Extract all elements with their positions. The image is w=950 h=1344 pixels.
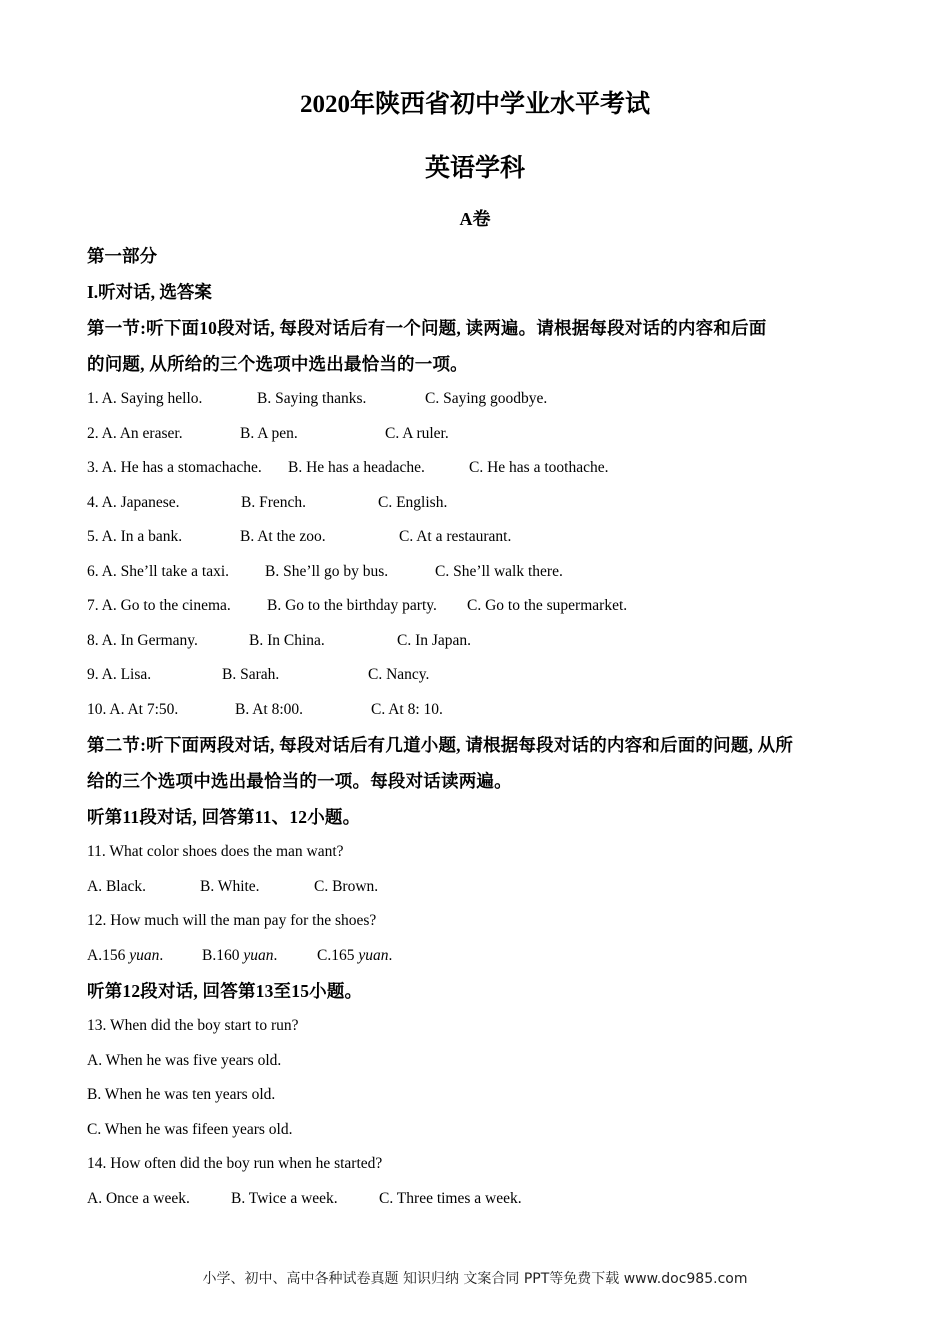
option-b: B. In China.	[249, 631, 325, 649]
option-a: A. Black.	[87, 877, 146, 895]
option-a: 5. A. In a bank.	[87, 528, 183, 545]
option-b-amount: B.160	[202, 946, 240, 964]
question-13: 13. When did the boy start to run?	[87, 1017, 299, 1034]
option-b: B. She’ll go by bus.	[265, 562, 389, 580]
question-4	[87, 486, 867, 521]
question-10	[87, 693, 867, 728]
option-b: B. At the zoo.	[240, 528, 326, 545]
option-c-amount: C.165	[317, 946, 355, 964]
option-c: C. Go to the supermarket.	[467, 597, 628, 614]
dialog11-heading: 听第11段对话, 回答第11、12小题。	[87, 807, 361, 827]
volume-label: A卷	[459, 209, 491, 229]
option-c: C. He has a toothache.	[469, 459, 609, 476]
question-6	[87, 555, 867, 590]
option-c: C. Saying goodbye.	[425, 390, 548, 407]
option-b: B. Go to the birthday party.	[267, 597, 437, 614]
option-a: 3. A. He has a stomachache.	[87, 459, 262, 476]
option-b: B. Sarah.	[222, 666, 280, 683]
option-b: B. At 8:00.	[235, 700, 304, 718]
section1-heading: I.听对话, 选答案	[87, 282, 212, 302]
question-12-options	[87, 939, 867, 974]
question-5	[87, 520, 867, 555]
section2-instruction-line2: 给的三个选项中选出最恰当的一项。每段对话读两遍。	[87, 771, 512, 791]
section2-instruction-line1: 第二节:听下面两段对话, 每段对话后有几道小题, 请根据每段对话的内容和后面的问题, 从所	[87, 735, 794, 755]
page-footer: 小学、初中、高中各种试卷真题 知识归纳 文案合同 PPT等免费下载 www.doc985.com	[202, 1271, 748, 1287]
option-c: C. Brown.	[314, 877, 379, 895]
option-c: C.165 yuan.	[317, 946, 393, 964]
dialog12-heading: 听第12段对话, 回答第13至15小题。	[87, 981, 363, 1001]
option-a: A.156 yuan.	[87, 946, 164, 964]
option-b: B. Saying thanks.	[257, 390, 367, 407]
option-b: B. A pen.	[240, 424, 298, 442]
section1-instruction-line2: 的问题, 从所给的三个选项中选出最恰当的一项。	[87, 354, 468, 374]
option-a: 1. A. Saying hello.	[87, 390, 203, 407]
option-c: C. Nancy.	[368, 666, 430, 683]
question-13-option-b: B. When he was ten years old.	[87, 1086, 276, 1103]
question-12: 12. How much will the man pay for the shoes?	[87, 912, 377, 929]
question-11: 11. What color shoes does the man want?	[87, 843, 344, 860]
option-a: 10. A. At 7:50.	[87, 700, 179, 718]
option-b: B. Twice a week.	[231, 1189, 338, 1207]
question-13-option-a: A. When he was five years old.	[87, 1051, 282, 1069]
exam-title: 2020年陕西省初中学业水平考试	[299, 91, 650, 118]
exam-content	[87, 238, 867, 1216]
option-a: 2. A. An eraser.	[87, 424, 183, 442]
option-c: C. English.	[378, 493, 448, 511]
section1-instruction-line1: 第一节:听下面10段对话, 每段对话后有一个问题, 读两遍。请根据每段对话的内容和后面	[87, 318, 767, 338]
question-7	[87, 589, 867, 624]
option-a: 8. A. In Germany.	[87, 631, 198, 649]
question-14-options	[87, 1182, 867, 1217]
option-a-amount: A.156	[87, 946, 126, 964]
option-a: A. Once a week.	[87, 1189, 190, 1207]
currency-unit: yuan	[129, 946, 160, 964]
question-1	[87, 382, 867, 417]
question-14: 14. How often did the boy run when he started?	[87, 1155, 383, 1172]
question-13-option-c: C. When he was fifeen years old.	[87, 1120, 293, 1138]
question-9	[87, 658, 867, 693]
option-b: B. He has a headache.	[288, 459, 425, 476]
option-c: C. A ruler.	[385, 424, 449, 442]
option-b: B.160 yuan.	[202, 946, 278, 964]
option-a: 7. A. Go to the cinema.	[87, 597, 231, 614]
option-c: C. At 8: 10.	[371, 700, 443, 718]
question-11-options	[87, 870, 867, 905]
option-c: C. She’ll walk there.	[435, 562, 563, 580]
option-b: B. White.	[200, 877, 260, 895]
option-c: C. Three times a week.	[379, 1189, 522, 1207]
question-8	[87, 624, 867, 659]
option-c: C. At a restaurant.	[399, 528, 512, 545]
question-2	[87, 417, 867, 452]
currency-unit: yuan	[243, 946, 274, 964]
subject-title: 英语学科	[424, 155, 525, 182]
option-c: C. In Japan.	[397, 631, 472, 649]
option-a: 6. A. She’ll take a taxi.	[87, 562, 230, 580]
question-3	[87, 451, 867, 486]
option-a: 4. A. Japanese.	[87, 493, 180, 511]
part-heading: 第一部分	[87, 246, 157, 266]
option-b: B. French.	[241, 493, 307, 511]
option-a: 9. A. Lisa.	[87, 666, 152, 683]
currency-unit: yuan	[358, 946, 389, 964]
